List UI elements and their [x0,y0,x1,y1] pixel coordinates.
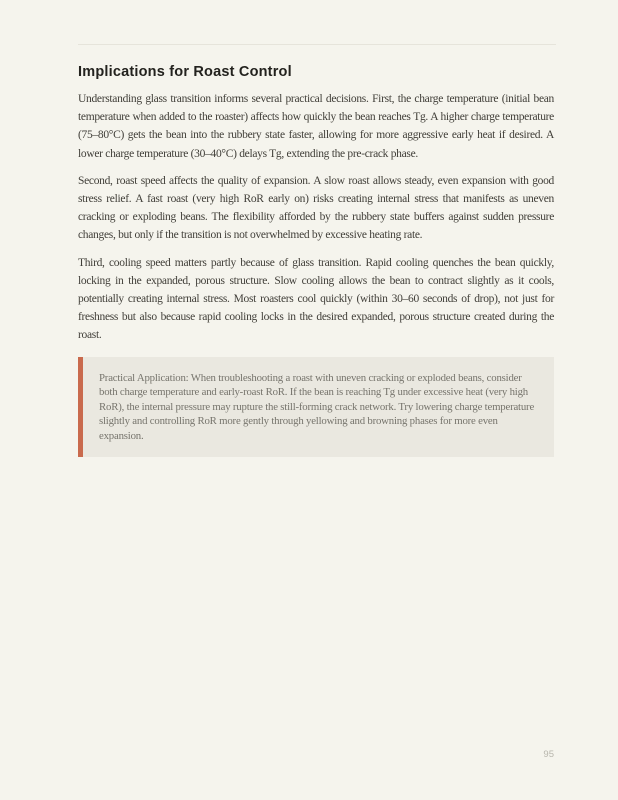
page-content [78,62,554,457]
section-heading: Implications for Roast Control [78,64,292,80]
body-paragraph-charge-temperature: Understanding glass transition informs several practical decisions. First, the charge temperature (initial bean temperature when added to the roaster) affects how quickly the bean reaches Tg. A higher charge temperature (75–80°C) gets the bean into the rubbery state faster, allowing for more aggressive early heat if desired. A lower charge temperature (30–40°C) delays Tg, extending the pre-crack phase. [78,93,554,160]
body-paragraph-roast-speed: Second, roast speed affects the quality of expansion. A slow roast allows steady, even expansion with good stress relief. A fast roast (very high RoR early on) risks creating internal stress that manifests as uneven cracking or exploding beans. The flexibility afforded by the rubbery state buffers against sudden pressure changes, but only if the transition is not overwhelmed by excessive heating rate. [78,174,554,242]
section-divider [78,44,556,45]
callout-box [78,357,554,458]
callout-accent-bar [78,357,83,458]
body-paragraph-cooling-speed: Third, cooling speed matters partly because of glass transition. Rapid cooling quenches the bean quickly, locking in the expanded, porous structure. Slow cooling allows the bean to contract slightly as it cools, potentially creating internal stress. Most roasters cool quickly (within 30–60 seconds of drop), not just for freshness but also because rapid cooling locks in the desired expanded, porous structure created during the roast. [78,256,554,342]
page-number: 95 [543,749,554,760]
callout-text: Practical Application: When troubleshooting a roast with uneven cracking or exploded beans, consider both charge temperature and early-roast RoR. If the bean is reaching Tg under excessive heat (very high RoR), the internal pressure may rupture the still-forming crack network. Try lowering charge temperature slightly and controlling RoR more gently through yellowing and browning phases for more even expansion. [99,371,535,442]
